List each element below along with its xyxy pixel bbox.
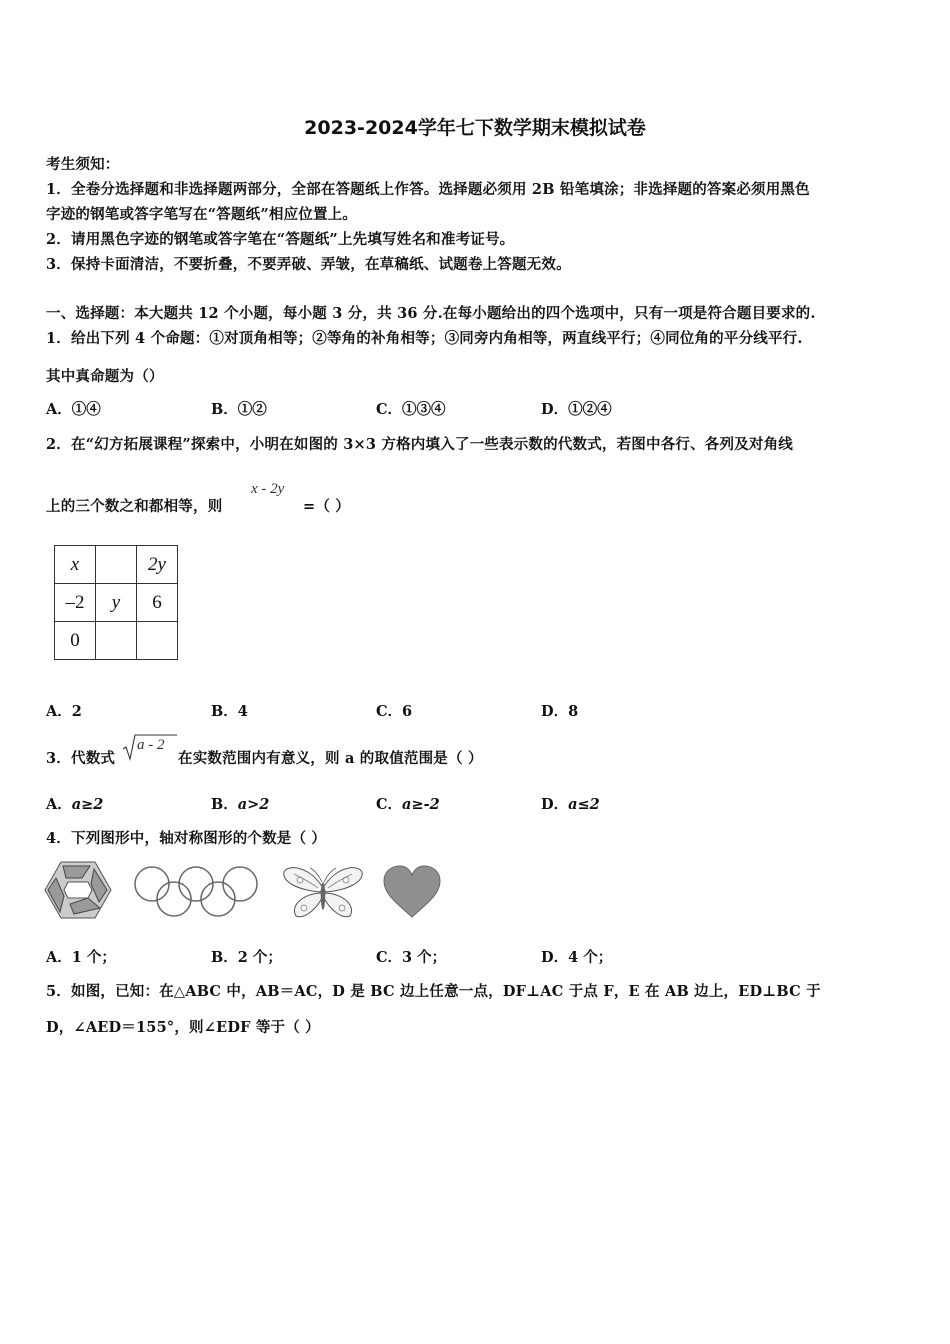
hexagon-knot-figure: [44, 860, 112, 920]
grid-cell: [137, 622, 178, 660]
q2-option-d: D．8: [541, 703, 579, 720]
q3-option-b: [211, 793, 269, 814]
option-label: C．: [376, 796, 403, 813]
q4-option-b: B．2 个；: [211, 949, 282, 966]
grid-cell: 0: [55, 622, 96, 660]
q2-option-a: A．2: [46, 703, 82, 720]
q1-option-c: C．①③④: [376, 401, 446, 418]
option-value: a≥2: [71, 796, 104, 813]
notice-line-3: 3．保持卡面清洁，不要折叠，不要弄破、弄皱，在草稿纸、试题卷上答题无效。: [46, 256, 571, 273]
option-label: B．: [211, 796, 238, 813]
q2-option-c: C．6: [376, 703, 413, 720]
grid-row: [55, 584, 178, 622]
q5-stem-line-1: 5．如图，已知：在△ABC 中，AB＝AC，D 是 BC 边上任意一点，DF⊥AC 于点 F，E 在 AB 边上，ED⊥BC 于: [46, 983, 821, 1000]
q3-stem-post: 在实数范围内有意义，则 a 的取值范围是（ ）: [178, 750, 483, 767]
section-1-heading: 一、选择题：本大题共 12 个小题，每小题 3 分，共 36 分.在每小题给出的四个选项中，只有一项是符合题目要求的.: [46, 305, 816, 322]
q3-option-a: [46, 793, 103, 814]
grid-cell: y: [96, 584, 137, 622]
q4-option-a: A．1 个；: [46, 949, 116, 966]
grid-cell: x: [55, 546, 96, 584]
five-rings-figure: [130, 866, 262, 918]
notice-heading: 考生须知：: [46, 156, 120, 173]
grid-cell: [96, 546, 137, 584]
q1-option-a: A．①④: [46, 401, 101, 418]
q2-stem-2-pre: 上的三个数之和都相等，则: [46, 498, 223, 515]
q1-stem: 1．给出下列 4 个命题：①对顶角相等；②等角的补角相等；③同旁内角相等，两直线平行；④同位角的平分线平行.: [46, 330, 803, 347]
q5-stem-line-2: D，∠AED＝155°，则∠EDF 等于（ ）: [46, 1019, 320, 1036]
q2-stem-2-post: =（ ）: [303, 498, 350, 515]
q4-option-d: D．4 个；: [541, 949, 613, 966]
q2-option-b: B．4: [211, 703, 248, 720]
q3-option-c: [376, 793, 440, 814]
grid-cell: [96, 622, 137, 660]
option-value: a≤2: [568, 796, 600, 813]
page-title: 2023-2024学年七下数学期末模拟试卷: [304, 117, 646, 139]
q3-radicand: a - 2: [137, 737, 165, 753]
q1-option-b: B．①②: [211, 401, 267, 418]
q1-stem-2: 其中真命题为（）: [46, 368, 164, 385]
notice-line-2: 2．请用黑色字迹的钢笔或答字笔在“答题纸”上先填写姓名和准考证号。: [46, 231, 515, 248]
q3-stem-pre: 3．代数式: [46, 750, 116, 767]
notice-line-1a: 1．全卷分选择题和非选择题两部分，全部在答题纸上作答。选择题必须用 2B 铅笔填涂；非选择题的答案必须用黑色: [46, 181, 810, 198]
q2-stem: 2．在“幻方拓展课程”探索中，小明在如图的 3×3 方格内填入了一些表示数的代数式，若图中各行、各列及对角线: [46, 436, 793, 453]
notice-line-1b: 字迹的钢笔或答字笔写在“答题纸”相应位置上。: [46, 206, 358, 223]
option-value: a>2: [237, 796, 270, 813]
option-label: D．: [541, 796, 569, 813]
q3-option-d: [541, 793, 600, 814]
butterfly-figure: [280, 862, 366, 922]
grid-row: [55, 546, 178, 584]
option-label: A．: [46, 796, 72, 813]
grid-row: [55, 622, 178, 660]
q2-formula: x - 2y: [251, 481, 285, 497]
option-value: a≥-2: [402, 796, 440, 813]
grid-cell: 2y: [137, 546, 178, 584]
grid-cell: 6: [137, 584, 178, 622]
heart-figure: [382, 865, 442, 919]
magic-square-grid: [54, 545, 178, 660]
q1-option-d: D．①②④: [541, 401, 612, 418]
q4-option-c: C．3 个；: [376, 949, 447, 966]
grid-cell: –2: [55, 584, 96, 622]
q4-stem: 4．下列图形中，轴对称图形的个数是（ ）: [46, 830, 327, 847]
